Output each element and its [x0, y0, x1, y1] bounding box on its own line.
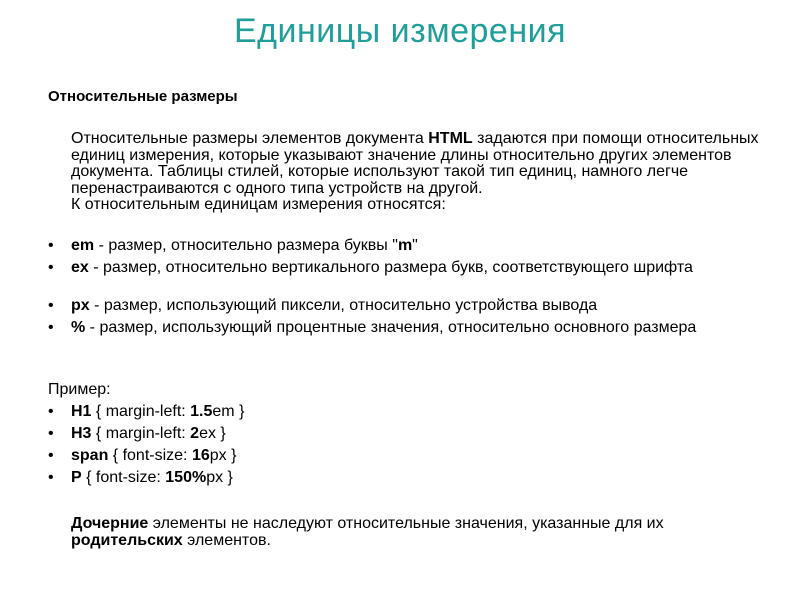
unit-desc: - размер, использующий процентные значения, относительно основного размера [85, 319, 697, 336]
example-unit: px } [209, 447, 237, 464]
bullet: • [48, 259, 54, 276]
example-label: Пример: [48, 381, 111, 398]
example-value: 16 [191, 447, 210, 464]
intro-text-a: Относительные размеры элементов документа [71, 130, 429, 147]
bullet: • [48, 237, 54, 254]
intro-paragraph [71, 131, 761, 214]
bullet: • [48, 447, 54, 464]
example-prop: { margin-left: [91, 403, 191, 420]
unit-key: px [71, 297, 90, 314]
example-unit: ex } [199, 425, 226, 442]
unit-key: % [71, 319, 86, 336]
intro-text-html: HTML [428, 130, 473, 147]
bullet: • [48, 403, 54, 420]
section-heading: Относительные размеры [48, 88, 238, 105]
unit-desc: - размер, относительно размера буквы " [94, 237, 398, 254]
unit-key: ex [71, 259, 89, 276]
footer-paragraph [71, 516, 761, 549]
unit-desc-end: " [412, 237, 418, 254]
example-value: 150% [165, 469, 207, 486]
unit-key: em [71, 237, 95, 254]
bullet: • [48, 425, 54, 442]
footer-bold-1: Дочерние [71, 515, 149, 532]
example-value: 1.5 [190, 403, 213, 420]
example-prop: { font-size: [108, 447, 192, 464]
bullet: • [48, 297, 54, 314]
intro-text-c: задаются при помощи относительных единиц измерения, которые указывают значение длины относительно других элементов документа. Таблицы стилей, которые используют такой тип единиц, намного легче перенастраиваются с одного типа устройств на другой. [71, 130, 759, 197]
unit-desc: - размер, использующий пиксели, относительно устройства вывода [89, 297, 598, 314]
example-selector: P [71, 469, 82, 486]
example-selector: H1 [71, 403, 92, 420]
bullet: • [48, 319, 54, 336]
unit-letter: m [397, 237, 413, 254]
footer-text-2: элементов. [182, 531, 271, 549]
unit-desc: - размер, относительно вертикального размера букв, соответствующего шрифта [88, 259, 693, 276]
example-selector: H3 [71, 425, 92, 442]
example-selector: span [71, 447, 109, 464]
example-value: 2 [190, 425, 200, 442]
example-unit: em } [212, 403, 245, 420]
footer-text-1: элементы не наследуют относительные значения, указанные для их [148, 515, 664, 532]
example-unit: px } [206, 469, 233, 486]
slide-title: Единицы измерения [234, 12, 566, 50]
intro-text-units: К относительным единицам измерения относятся: [71, 196, 446, 213]
example-prop: { font-size: [81, 469, 166, 486]
example-prop: { margin-left: [91, 425, 191, 442]
footer-bold-2: родительских [71, 531, 183, 549]
bullet: • [48, 469, 54, 486]
